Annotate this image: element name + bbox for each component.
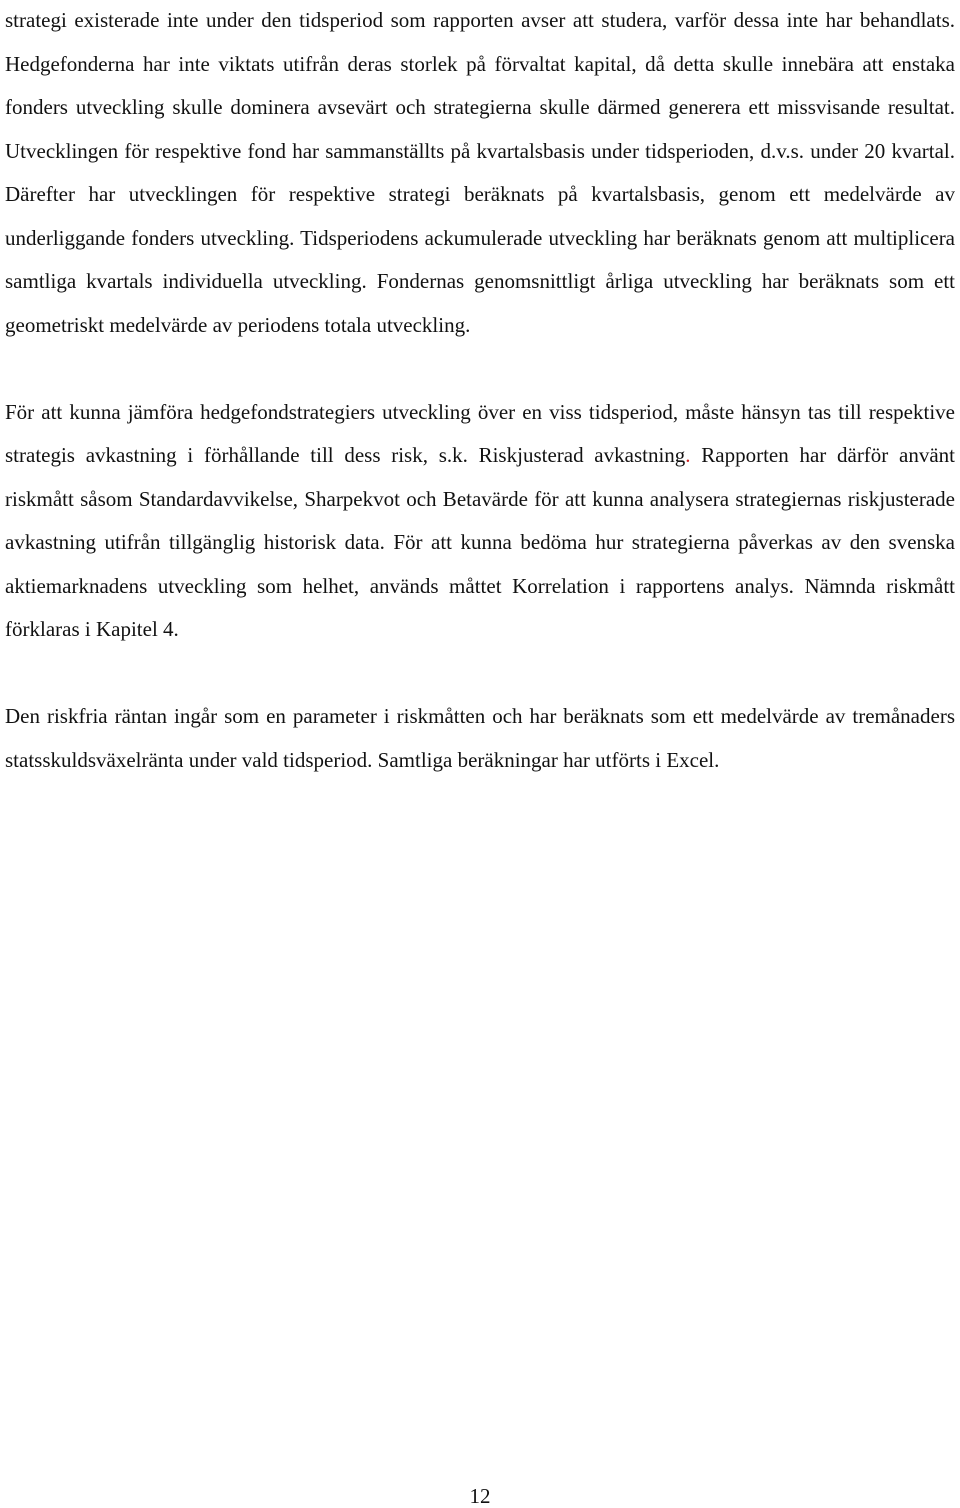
- sentence: För att kunna bedöma hur strategierna påverkas av den svenska aktiemarknadens utveckling som helhet, används måttet Korrelation i rapportens analys.: [5, 530, 956, 598]
- red-period-mark: .: [685, 443, 691, 467]
- sentence: Därefter har utvecklingen för respektive strategi beräknats på kvartalsbasis, genom ett medelvärde av underliggande fonders utveckling.: [5, 182, 955, 250]
- document-body: [5, 0, 955, 782]
- page-number: 12: [469, 1484, 491, 1508]
- sentence: Tidsperiodens ackumulerade utveckling har beräknats genom att multiplicera samtliga kvartals individuella utveckling.: [5, 225, 956, 293]
- sentence: strategi existerade inte under den tidsperiod som rapporten avser att studera, varför dessa inte har behandlats.: [5, 8, 955, 32]
- paragraph-risk-measures: [5, 391, 955, 652]
- sentence: Fondernas genomsnittligt årliga utveckling har beräknats som ett geometriskt medelvärde av periodens totala utveckling.: [5, 269, 955, 337]
- sentence: För att kunna jämföra hedgefondstrategiers utveckling över en viss tidsperiod, måste hänsyn tas till respektive strategis avkastning i förhållande till dess risk, s.k. Riskjusterad avkastning: [5, 399, 955, 467]
- sentence: Utvecklingen för respektive fond har sammanställts på kvartalsbasis under tidsperioden, d.v.s. under 20 kvartal.: [5, 138, 955, 163]
- sentence: Hedgefonderna har inte viktats utifrån deras storlek på förvaltat kapital, då detta skulle innebära att enstaka fonders utveckling skulle dominera avsevärt och strategierna skulle därmed generera ett missvisande resultat.: [5, 51, 955, 119]
- sentence: Samtliga beräkningar har utförts i Excel.: [372, 747, 720, 772]
- sentence: Rapporten har därför använt riskmått såsom Standardavvikelse, Sharpekvot och Betavärde för att kunna analysera strategiernas riskjusterade avkastning utifrån tillgänglig historisk data.: [5, 443, 955, 554]
- sentence: Nämnda riskmått förklaras i Kapitel 4.: [5, 573, 955, 641]
- paragraph-risk-free-rate: [5, 695, 955, 782]
- sentence: Den riskfria räntan ingår som en parameter i riskmåtten och har beräknats som ett medelvärde av tremånaders statsskuldsväxelränta under vald tidsperiod.: [5, 704, 955, 772]
- paragraph-methodology: [5, 0, 955, 347]
